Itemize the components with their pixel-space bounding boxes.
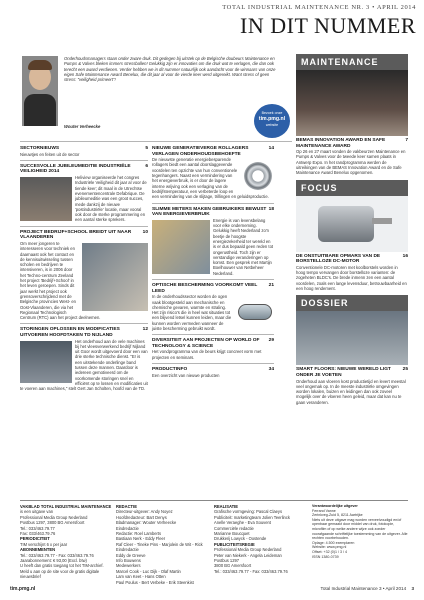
page-number: 29: [268, 338, 274, 344]
website-badge[interactable]: [254, 104, 290, 138]
article-text: Het onderhoud aan de vele machines bij het vleesverwerkend bedrijf Nijland uit Goor wordt uitgevoerd door een van drie sterke technische dienst. "Er is een uitstekende onderlinge band tussen deze mannen. Daardoor is iedereen gemotiveerd om de voorkomende storingen snel en efficiënt op te lossen en modificaties uit te voeren aan machines," stelt Gert Jan Scholten, hoofd van de TD.: [20, 338, 148, 392]
article-text: Nieuwtjes en feiten uit de sector: [20, 151, 80, 157]
page-number: 34: [268, 367, 274, 373]
article-title: NIEUWE GENERATIEVERGE ROLLAGERS VERLAGEN ONDERHOUDSBEHOEFTE: [152, 146, 249, 157]
article-text: Conventionele DC-motoren met koolborstels worden in hoog tempo vervangen door borstelloze varianten: de zogeheten BLDC's. De brede inmenn zen een aantal voordelen, zoals een lange levensduur, betrouwbaarheid en een hoog rendement.: [296, 264, 407, 292]
floor-photo: [296, 311, 408, 365]
website-badge-bottom: website: [265, 123, 279, 127]
page-footer-text: Total Industrial Maintenance 3 • April 2014: [320, 586, 407, 591]
article-title: SLIMME METERS MAKEN GEBRUIKERS BEWUST VAN ENERGIEVERBRUIK: [152, 206, 267, 218]
motor-photo: [296, 196, 408, 252]
page-number: 14: [268, 146, 274, 151]
article-title: SECTORNIEUWS: [20, 146, 60, 151]
page-number: 25: [402, 367, 408, 373]
footer-url[interactable]: tim.pmg.nl: [10, 586, 36, 592]
article-text: De nieuwste generatie energiebesparende rollagers biedt een aantal doorslaggevende voordelen ten opzichte van hun conventionele tegenhangers. Naast een vermindering van het energieverbruik, is er door de lagere interne wrijving ook een verlaging van de bedrijfstemperatuur, een verbeterde loop en een vermindering van de slijtage, trillingen en geluidsproductie.: [152, 157, 269, 200]
article-title: PRODUCTINFO: [152, 367, 188, 373]
conference-photo: [20, 177, 72, 221]
article-text: Om meer jongeren te interesseren voor techniek en daarnaast ook het contact en de kennisuitwisseling tussen scholen en bedrijven te intensiveren, is in 2006 door het Techno-centrum Zeeland het project 'Bedrijf+School' in het leven geroepen. Sinds dit jaar werkt het project ook grensoverschrijdend met de Belgische provincies West- en Oost-Vlaanderen, die via het Regionaal Technologisch Centrum (RTC) aan het project deelnemen.: [20, 240, 101, 321]
divider: [152, 363, 274, 364]
page-number: 7: [405, 138, 408, 143]
article-text: Onderhoud aan vloeren kost productietijd en levert meestal veel ongemak op. In de meeste industriële omgevingen worden lokalen, buizen en leidingen dan ook zoveel mogelijk over de vloeren heen geleid, maar dat kan nu te gaan veranderen.: [296, 378, 406, 405]
article-title: SUCCESVOLLE JUBILEUMEDITIE INDUSTRIËLE VEILIGHEID 2014: [20, 163, 131, 175]
maintenance-band: MAINTENANCE: [296, 54, 408, 70]
page-footer-number: 3: [411, 586, 414, 591]
focus-band: FOCUS: [296, 180, 408, 196]
page-footer-line: [321, 586, 414, 591]
bearing-photo: [242, 159, 274, 193]
meters-photo: [152, 220, 210, 274]
footer-col-publisher: VAKBLAD TOTAL INDUSTRIAL MAINTENANCE is een uitgave van Professional Media Group Nederland Postbus 1297, 3800 BG Amersfoort Tel.: 033/463.79.77 Fax: 033/463.79.76 PERIODICITEIT TIM verschijnt 6 x per jaar ABONNEMENTEN Tel.: 033/463.79.77 - Fax: 033/463.79.76 Jaarabonnement: € 93,00 (Excl. btw) U heeft dan gratis toegang tot het TIM-archief. Meld u aan op de site voor de gratis digitale nieuwsbrief: [20, 504, 112, 580]
article-title: OPTISCHE BESCHERMING VOORKOMT VEEL LEED: [152, 283, 258, 294]
article-title: STORINGEN OPLOSSEN EN MODIFICATIES UITVOEREN HOOFDTAKEN TD NIJLAND: [20, 327, 120, 338]
team-photo: [20, 341, 72, 383]
website-badge-top: Bezoek onze: [261, 111, 283, 115]
editorial-author: Wouter Verheecke: [64, 124, 101, 129]
page-number: 18: [268, 206, 274, 212]
page-number: 21: [268, 283, 274, 289]
divider: [152, 203, 274, 204]
page-title: IN DIT NUMMER: [240, 13, 416, 38]
footer-divider: [20, 500, 408, 501]
goggles-photo: [236, 296, 274, 328]
article-slimme-meters[interactable]: [152, 207, 274, 276]
students-photo: [82, 243, 148, 311]
article-title: SMART FLOORS: NIEUWE WERELD LIGT ONDER JE VOETEN: [296, 367, 391, 378]
page-number: 16: [402, 253, 408, 259]
editorial-text: Onderhoudsmanagers staan onder zware druk. Dit gedegen bij uitstek op de Belgische doubeurs Maintenance en Pumps & Valves bleken immers stressballen! Gelukkig zijn er innovaties om die druk wat te verlagen, die dan ook terecht een award verdienen. Verder hebben we in dit nummer natuurlijk ook aandacht voor de winnaars van onze eigen Safe Maintenance Award Benelux, die dit jaar al voor de vierde keer werd uitgereikt. Want stress of geen stress: "veiligheid primeert"!: [64, 56, 276, 83]
divider: [20, 160, 148, 161]
article-title: PROJECT BEDRIJF+SCHOOL BREIDT UIT NAAR VLAANDEREN: [20, 229, 132, 241]
editor-photo: [22, 56, 58, 126]
article-sectornieuws[interactable]: [20, 146, 148, 157]
divider: [20, 323, 148, 324]
dossier-band: DOSSIER: [296, 295, 408, 311]
article-text: Het vondprogramma van de beurs krijgt concreet vorm met projecten en seminars.: [152, 349, 262, 360]
article-text: In de onderhoudssector worden de ogen vaak blootgesteld aan mechanische en chemische gevaren, warmte en straling. Het zijn risico's die in heel wat situaties tot een blijvend letsel kunnen leiden, maar die kunnen worden vermeden wanneer de juiste bescherming gebruikt wordt.: [152, 294, 232, 331]
article-nijland[interactable]: [20, 327, 148, 391]
footer-col-redactie: REDACTIE Directeur-uitgever: Andy Noyez Hoofdredacteur: Bart Denys Bladmanager: Wouter Verheecke Eindredactie Redactie: Roel Lamberts Bastiaan Nerk - Eddy Fleer Raf Cleer - Tineke Pins - Marjolein de Wit - Rick Eindredactie Eddy de Greeve Info Bouwens Medewerkers Marcel Cook - Luc Dijk - Olaf Martin Lam van Keet - Hans Otten Paul Poulus - Bert Verbeke - Erik Steenkist: [116, 504, 203, 585]
page-number: 6: [145, 163, 148, 169]
article-productinfo[interactable]: [152, 367, 274, 378]
divider: [20, 141, 292, 142]
page-number: 5: [145, 146, 148, 151]
article-diversiteit[interactable]: [152, 338, 274, 360]
article-text: Op 26 en 27 maart vonden de vakbeurzen Maintenance en Pumps & Valves voor de tweede keer samen plaats in Antwerp Expo. In het randprogramma werden de uitreikingen van de BEMAS Innovation Award en de Safe Maintenance Award Benelux opgenomen.: [296, 149, 406, 176]
right-column: [296, 54, 408, 405]
page-number: 12: [142, 327, 148, 333]
award-photo: [296, 70, 408, 136]
article-title: DIVERSITEIT AAN PROJECTEN OP WORLD OF TECHNOLOGY & SCIENCE: [152, 338, 260, 349]
article-title: BEMAS INNOVATION AWARD EN SAFE MAINTENANCE AWARD: [296, 138, 386, 149]
issue-line: TOTAL INDUSTRIAL MAINTENANCE NR. 3 • APRIL 2014: [222, 4, 416, 11]
footer-col-realisatie: REALISATIE Grafische vormgeving: Pascal Claeys Publiciteit: marketingteam Jolien Teerlinck Anelle Veraeghe - Eva Souvent Commerciële redactie Marianne Boucquet Drukkerij Lowyck - Oostende PUBLICITEITSREGIE Professional Media Group Nederland Peter van Niekerk - Angela Leideman Postbus 1297 3800 BG Amersfoort Tel.: 033/463.79.77 - Fax: 033/463.79.76: [214, 504, 290, 574]
article-jubileumeditie[interactable]: [20, 164, 148, 223]
article-text: Heliview organiseerde het congres Industriële Veiligheid dit jaar al voor de tiende keer; dit maal in de Utrechtse evenementencentrale Defabrique. De jubileumeditie was een groot succes, mede dankzij de nieuwe 'postindustriële' locatie, maar vooral ook door de sterke programmering en een aantal sterke sprekers.: [75, 175, 147, 223]
article-text: Een overzicht van nieuwe producten: [152, 372, 220, 378]
article-bemas[interactable]: [296, 138, 408, 176]
website-badge-url: tim.pmg.nl: [258, 116, 286, 122]
article-optische[interactable]: [152, 283, 274, 331]
divider: [152, 334, 274, 335]
article-title: DE ONSTUITBARE OPMARS VAN DE BORSTELLOZE DC-MOTOR: [296, 253, 381, 265]
article-rollagers[interactable]: [152, 146, 274, 200]
middle-column: [152, 146, 274, 378]
page-number: 10: [142, 229, 148, 235]
article-bedrijf-school[interactable]: [20, 230, 148, 321]
footer-col-legal: Verantwoordelijke uitgever Ferrand Vanne Zerinkveg-Zuid 5, 8211 Aartrijke Niets uit deze uitgave mag worden verveelvoudigd en/of openbaar gemaakt door middel van druk, fotokopie, microfilm of op welke andere wijze ook zonder voorafgaande schriftelijke toestemming van de uitgever. Alle rechten voorbehouden. Oplage: 4.500 exemplaren Website: www.pmg.nl Offset: +32 (0)1 / 3 / 4 ISSN 1380-0739: [312, 504, 408, 559]
divider: [152, 279, 274, 280]
left-column: [20, 146, 148, 392]
article-text: Energie is van levensbelang voor elke onderneming. Gelukkig heeft Nederland zo'n beetje de hoogste energiezekerheid ter wereld en is er dus bepaald geen reden tot ongerustheid. Toch zijn er verstandige veranderingen op komst. Een gesprek met Martijn Boelhouwer van Netbeheer Nederland.: [213, 217, 274, 276]
article-dc-motor[interactable]: [296, 254, 408, 292]
article-smart-floors[interactable]: [296, 367, 408, 405]
divider: [20, 226, 148, 227]
